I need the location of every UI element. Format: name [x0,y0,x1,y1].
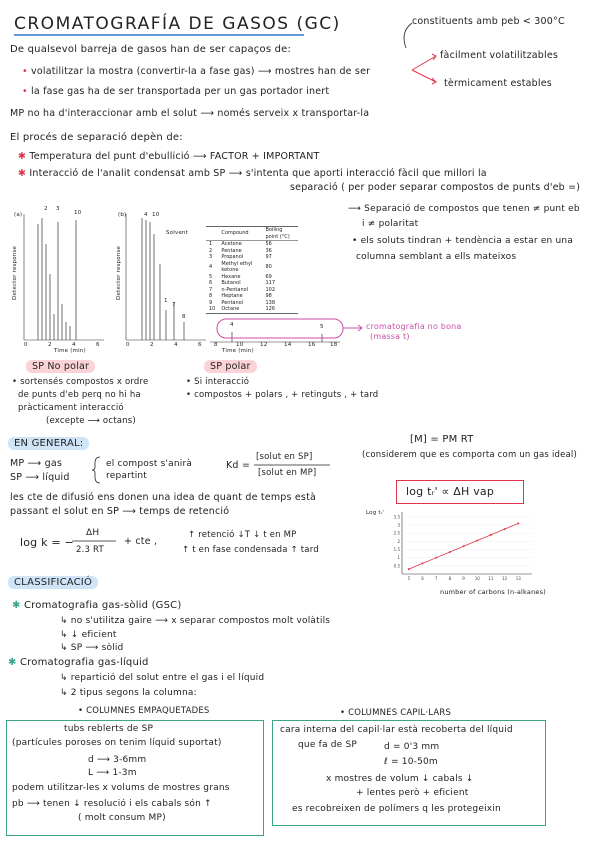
packed-1: tubs reblerts de SP [64,724,154,734]
peak-label-b2: 10 [152,212,160,218]
table-row: 8 Heptane 98 [209,293,272,299]
table-row: 10 Octane 126 [206,306,298,313]
table-row: 3 Propanol 97 [209,254,272,260]
tick-c5: 18 [330,342,338,348]
brace-text: el compost s'anirà repartint [106,459,193,481]
data-point [408,568,410,570]
capillary-7: es recobreixen de polímers q les protegeixin [292,804,501,814]
data-point [449,551,451,553]
kd-denominator: [solut en MP] [258,468,317,478]
logtr-plot [392,510,542,580]
table-head-compound: Compound [218,227,262,241]
logk-frac-num: ΔH [86,528,100,538]
data-point [422,562,424,564]
x-tick-label: 8 [448,576,452,581]
kd-numerator: [solut en SP] [256,452,313,462]
peak-label-c1: 4 [230,322,234,328]
note-tendency: • els soluts tindran + tendència a estar en una [352,236,574,246]
glc-title: ✱ Cromatografia gas-líquid [8,657,149,668]
tick-c4: 16 [308,342,316,348]
capillary-columns-title: • COLUMNES CAPIL·LARS [340,708,452,718]
process-item-1: ✱ Temperatura del punt d'ebullició ⟶ FACTOR + IMPORTANT [18,151,320,162]
sp-liquid: SP ⟶ líquid [10,472,70,483]
peak-label-b1: 4 [144,212,148,218]
curved-arrow-icon [398,22,418,50]
tick-a3: 6 [96,342,100,348]
glc-point-1: ↳ repartició del solut entre el gas i el líquid [60,673,265,683]
packed-columns-title: • COLUMNES EMPAQUETADES [78,706,210,716]
y-tick-label: 2.5 [393,530,400,536]
peak-label-b4: 7 [172,302,176,308]
data-point [504,528,506,530]
x-tick-label: 6 [421,576,424,581]
gsc-point-1: ↳ no s'utilitza gaire ⟶ x separar compostos molt volàtils [60,616,331,626]
sp-nonpolar-3: pràcticament interacció [18,403,124,413]
tick-b0: 0 [126,342,130,348]
data-point [490,534,492,536]
logtr-relation: log tᵣ' ∝ ΔH vap [406,485,495,498]
capillary-5: x mostres de volum ↓ cabals ↓ [326,774,474,784]
capillary-2: que fa de SP [298,740,358,750]
y-tick-label: 1.5 [393,547,400,553]
table-row: 2 Pentane 36 [209,247,272,254]
data-point [435,557,437,559]
data-point [463,545,465,547]
intro-bullet-1: • volatilitzar la mostra (convertir-la a fase gas) ⟶ mostres han de ser [22,66,371,77]
sp-nonpolar-label: SP No polar [26,360,95,373]
mp-note: MP no ha d'interaccionar amb el solut ⟶ només serveix x transportar-la [10,108,370,119]
packed-2: (partícules poroses on tenim líquid suportat) [12,738,222,748]
y-tick-label: 1 [397,555,400,561]
intro-line: De qualsevol barreja de gasos han de ser capaços de: [10,44,292,55]
pink-annotation-2: (massa t) [370,332,410,341]
diffusion-line-1: les cte de difusió ens donen una idea de quant de temps està [10,492,317,503]
pink-highlight-loop [216,318,366,340]
retention-note-1: ↑ retenció ↓T ↓ t en MP [188,530,297,540]
y-tick-label: 0.5 [393,563,400,569]
logk-frac-den: 2.3 RT [76,545,104,555]
packed-7: ( molt consum MP) [78,813,166,823]
y-tick-label: 3.5 [393,514,400,520]
gsc-point-2: ↳ ↓ eficient [60,630,117,640]
bracket-arrows-icon [410,50,440,90]
capillary-4: ℓ = 10-50m [384,757,438,767]
chart-a-ylabel: Detector response [12,245,18,300]
x-tick-label: 5 [407,576,411,581]
peak-label-b3: 1 [164,298,168,304]
x-tick-label: 7 [434,576,438,581]
tick-b1: 2 [150,342,154,348]
glc-point-2: ↳ 2 tipus segons la columna: [60,688,197,698]
y-tick-label: 2 [397,538,400,544]
brace-icon [92,456,102,484]
diffusion-line-2: passant el solut en SP ⟶ temps de retenció [10,506,230,517]
plot-ylabel: Log tᵣ' [366,510,385,516]
sp-polar-1: • Si interacció [186,377,250,387]
logk-fraction-bar [72,540,116,542]
tick-a1: 2 [48,342,52,348]
table-row: 7 n-Pentanol 102 [209,286,275,293]
page-title: CROMATOGRAFÍA DE GASOS (GC) [14,14,341,34]
ideal-gas-note: (considerem que es comporta com un gas ideal) [362,450,578,460]
title-underline [14,34,304,38]
chromatogram-a [24,214,104,344]
sp-nonpolar-2: de punts d'eb perq no hi ha [18,390,141,400]
gsc-title: ✱ Cromatografia gas-sòlid (GSC) [12,600,182,611]
classif-title: CLASSIFICACIÓ [8,576,98,589]
capillary-3: d = 0'3 mm [384,742,440,752]
compound-table [206,226,298,314]
stable-note: tèrmicament estables [444,78,552,89]
x-tick-label: 11 [488,576,494,581]
sp-nonpolar-1: • sortensés compostos x ordre [12,377,149,387]
tick-b2: 4 [174,342,178,348]
packed-4: L ⟶ 1-3m [88,768,137,778]
tick-a0: 0 [24,342,28,348]
process-title: El procés de separació depèn de: [10,132,183,143]
tick-c3: 14 [284,342,292,348]
pink-annotation: cromatografia no bona [366,322,462,331]
peak-label-a1: 2 [44,206,48,212]
process-item-2-cont: separació ( per poder separar compostos de punts d'eb =) [290,182,581,193]
y-tick-label: 3 [397,522,400,528]
kd-lhs: Kd = [226,460,251,471]
table-row: 1 Acetone 56 [206,241,298,248]
capillary-1: cara interna del capil·lar està recoberta del líquid [280,725,513,735]
plot-xlabel: number of carbons (n-alkanes) [440,588,546,596]
chart-c-xlabel: Time (min) [222,348,254,354]
packed-5: podem utilitzar-les x volums de mostres grans [12,783,230,793]
sp-nonpolar-4: (excepte ⟶ octans) [46,416,136,426]
data-point [517,522,519,524]
chart-b-label: (b) [118,212,127,218]
x-tick-label: 13 [515,576,521,581]
const-temp-note: constituents amb peb < 300°C [412,16,565,27]
peak-label-a3: 10 [74,210,82,216]
x-tick-label: 12 [502,576,508,581]
tick-c1: 10 [236,342,244,348]
solvent-label: Solvent [166,230,189,236]
note-separation: ⟶ Separació de compostos que tenen ≠ punt eb [348,204,580,214]
process-item-2: ✱ Interacció de l'analit condensat amb SP ⟶ s'intenta que aporti interacció fàcil que millori la [18,168,487,179]
logk-lhs: log k = − [20,536,74,549]
retention-note-2: ↑ t en fase condensada ↑ tard [182,545,319,555]
peak-label-a2: 3 [56,206,60,212]
packed-3: d ⟶ 3-6mm [88,755,147,765]
chart-a-label: (a) [14,212,23,218]
mp-gas: MP ⟶ gas [10,458,62,469]
x-tick-label: 9 [462,576,465,581]
volatile-note: fàcilment volatilitzables [440,50,559,61]
table-row: 4 Methyl ethyl ketone 80 [209,260,272,273]
capillary-6: + lentes però + eficient [356,788,469,798]
chart-b-ylabel: Detector response [116,245,122,300]
tick-c2: 12 [260,342,268,348]
gsc-point-3: ↳ SP ⟶ sòlid [60,643,124,653]
x-tick-label: 10 [474,576,480,581]
tick-c0: 8 [214,342,218,348]
note-column: columna semblant a ells mateixos [356,252,517,262]
packed-6: pb ⟶ tenen ↓ resolució i els cabals són ↑ [12,799,212,809]
sp-polar-2: • compostos + polars , + retinguts , + tard [186,390,379,400]
general-title: EN GENERAL: [8,437,89,450]
tick-a2: 4 [72,342,76,348]
note-polarity: i ≠ polaritat [362,219,419,229]
kd-fraction-bar [254,464,330,466]
table-head-bp: Boiling point (°C) [262,227,298,241]
sp-polar-label: SP polar [204,360,257,373]
ideal-gas-eq: [M] = PM RT [410,434,474,445]
intro-bullet-2: • la fase gas ha de ser transportada per un gas portador inert [22,86,330,97]
peak-label-c2: 5 [320,324,324,330]
peak-label-b5: 8 [182,314,186,320]
chart-a-xlabel: Time (min) [54,348,86,354]
table-row: 5 Hexane 69 [209,273,272,280]
table-row: 9 Pentanol 138 [209,299,275,306]
data-point [476,540,478,542]
logk-plus-cte: + cte , [124,536,158,547]
table-row: 6 Butanol 117 [209,280,275,286]
tick-b3: 6 [198,342,202,348]
